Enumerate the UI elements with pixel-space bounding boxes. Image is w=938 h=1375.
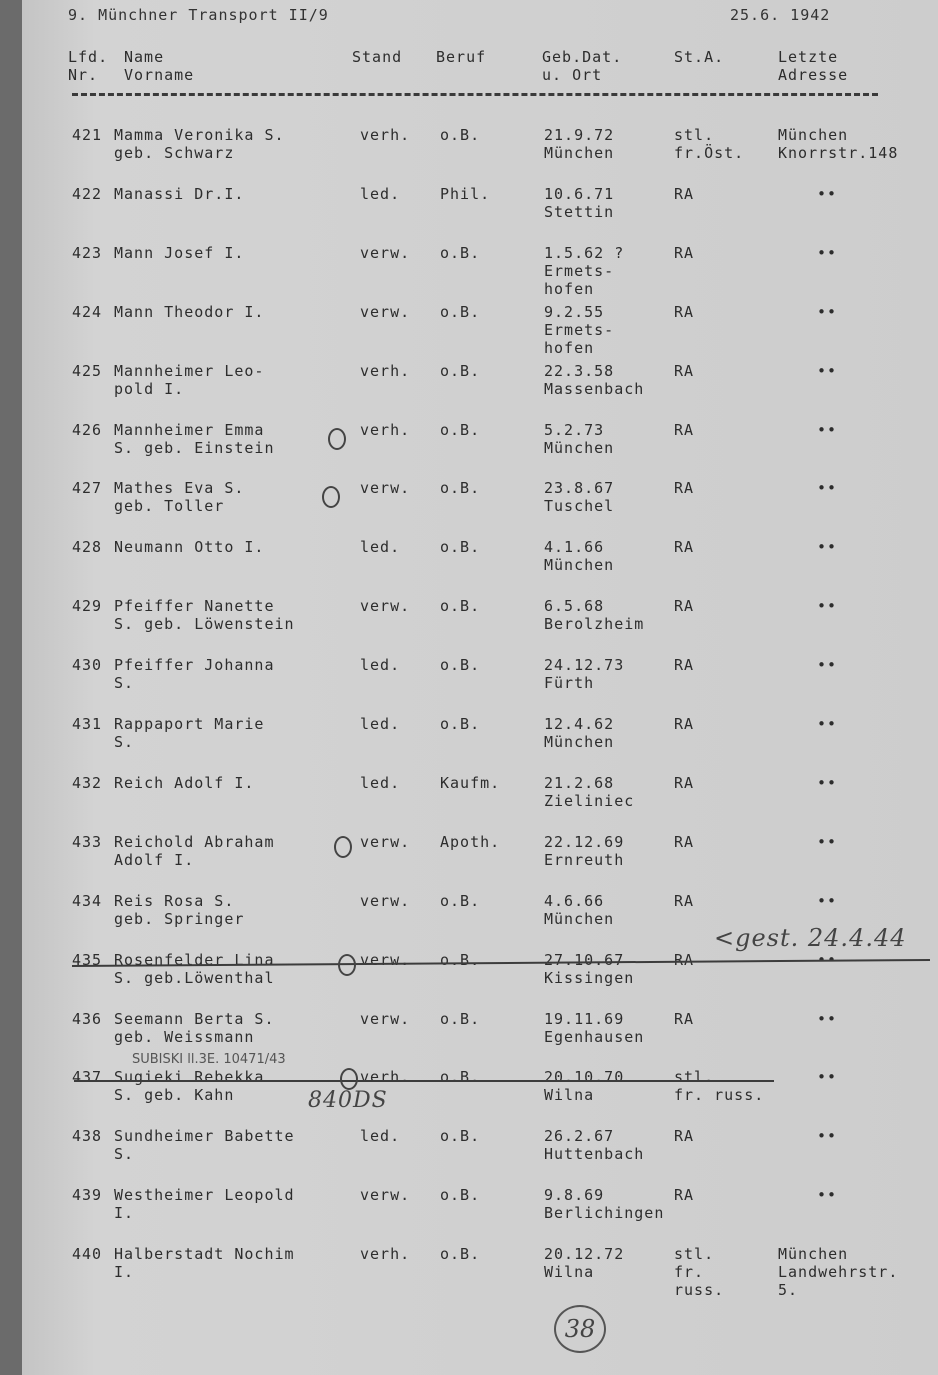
row-beruf: o.B. (440, 715, 481, 733)
row-beruf: o.B. (440, 303, 481, 321)
row-address-ditto: •• (816, 1127, 838, 1145)
row-number: 427 (72, 479, 103, 497)
row-address-ditto: •• (816, 715, 838, 733)
transport-title: 9. Münchner Transport II/9 (68, 6, 329, 24)
row-citizenship: RA (674, 715, 695, 733)
row-citizenship: RA (674, 479, 695, 497)
row-number: 426 (72, 421, 103, 439)
row-stand: verh. (360, 1245, 411, 1263)
table-row (22, 421, 938, 481)
row-birth: 5.2.73 München (544, 421, 615, 457)
table-row (22, 774, 938, 834)
row-birth: 24.12.73 Fürth (544, 656, 625, 692)
table-row (22, 303, 938, 363)
row-beruf: o.B. (440, 656, 481, 674)
table-row (22, 1068, 938, 1128)
row-number: 434 (72, 892, 103, 910)
row-beruf: Phil. (440, 185, 491, 203)
handwritten-circle-437 (340, 1068, 358, 1090)
row-stand: led. (360, 538, 401, 556)
row-address-ditto: •• (816, 479, 838, 497)
row-birth: 4.6.66 München (544, 892, 615, 928)
row-citizenship: RA (674, 1010, 695, 1028)
row-birth: 9.8.69 Berlichingen (544, 1186, 665, 1222)
row-beruf: o.B. (440, 479, 481, 497)
col-header-geb: Geb.Dat. u. Ort (542, 48, 623, 84)
col-header-sta: St.A. (674, 48, 725, 66)
table-row (22, 362, 938, 422)
row-address-ditto: •• (816, 774, 838, 792)
row-address-ditto: •• (816, 1186, 838, 1204)
row-birth: 1.5.62 ? Ermets- hofen (544, 244, 625, 298)
row-name: Reich Adolf I. (114, 774, 255, 792)
row-address-ditto: •• (816, 244, 838, 262)
row-stand: verw. (360, 479, 411, 497)
row-stand: verh. (360, 421, 411, 439)
row-beruf: Apoth. (440, 833, 501, 851)
row-number: 439 (72, 1186, 103, 1204)
row-stand: verw. (360, 1010, 411, 1028)
row-name: Reis Rosa S. geb. Springer (114, 892, 245, 928)
row-stand: verw. (360, 303, 411, 321)
row-birth: 12.4.62 München (544, 715, 615, 751)
row-citizenship: RA (674, 833, 695, 851)
row-number: 438 (72, 1127, 103, 1145)
row-stand: verw. (360, 833, 411, 851)
table-row (22, 1245, 938, 1305)
row-citizenship: RA (674, 1186, 695, 1204)
annotation-gest: <gest. 24.4.44 (714, 924, 907, 952)
row-number: 428 (72, 538, 103, 556)
row-name: Westheimer Leopold I. (114, 1186, 295, 1222)
row-citizenship: RA (674, 951, 695, 969)
row-number: 436 (72, 1010, 103, 1028)
col-header-lfd: Lfd. Nr. (68, 48, 109, 84)
page-number: 38 (554, 1305, 606, 1353)
row-address-ditto: •• (816, 538, 838, 556)
row-citizenship: RA (674, 362, 695, 380)
col-header-stand: Stand (352, 48, 403, 66)
row-name: Rappaport Marie S. (114, 715, 265, 751)
row-address-ditto: •• (816, 362, 838, 380)
row-beruf: o.B. (440, 126, 481, 144)
row-citizenship: RA (674, 244, 695, 262)
row-stand: verw. (360, 1186, 411, 1204)
row-name: Neumann Otto I. (114, 538, 265, 556)
col-header-name: Name Vorname (124, 48, 195, 84)
row-stand: led. (360, 774, 401, 792)
row-citizenship: stl. fr. russ. (674, 1245, 725, 1299)
row-number: 421 (72, 126, 103, 144)
row-name: Mannheimer Leo- pold I. (114, 362, 265, 398)
row-beruf: o.B. (440, 1010, 481, 1028)
row-address: München Landwehrstr. 5. (778, 1245, 899, 1299)
table-row (22, 479, 938, 539)
row-citizenship: RA (674, 538, 695, 556)
page-edge (0, 0, 22, 1375)
row-stand: verw. (360, 951, 411, 969)
strike-line-437 (74, 1080, 774, 1082)
row-stand: verw. (360, 892, 411, 910)
row-stand: verh. (360, 126, 411, 144)
table-row (22, 597, 938, 657)
table-row (22, 538, 938, 598)
row-citizenship: stl. fr. russ. (674, 1068, 765, 1104)
row-birth: 10.6.71 Stettin (544, 185, 615, 221)
table-row (22, 1127, 938, 1187)
row-number: 425 (72, 362, 103, 380)
row-address-ditto: •• (816, 833, 838, 851)
row-stand: led. (360, 656, 401, 674)
row-stand: led. (360, 715, 401, 733)
row-name: Manassi Dr.I. (114, 185, 245, 203)
row-address: München Knorrstr.148 (778, 126, 899, 162)
row-beruf: o.B. (440, 951, 481, 969)
row-stand: led. (360, 1127, 401, 1145)
row-beruf: o.B. (440, 244, 481, 262)
table-row (22, 185, 938, 245)
row-citizenship: RA (674, 656, 695, 674)
row-name: Pfeiffer Johanna S. (114, 656, 275, 692)
row-number: 424 (72, 303, 103, 321)
row-name: Halberstadt Nochim I. (114, 1245, 295, 1281)
row-number: 422 (72, 185, 103, 203)
row-number: 433 (72, 833, 103, 851)
row-beruf: o.B. (440, 1186, 481, 1204)
row-citizenship: RA (674, 892, 695, 910)
row-birth: 9.2.55 Ermets- hofen (544, 303, 615, 357)
row-number: 431 (72, 715, 103, 733)
row-name: Mamma Veronika S. geb. Schwarz (114, 126, 285, 162)
row-name: Reichold Abraham Adolf I. (114, 833, 275, 869)
handwritten-circle-433 (334, 836, 352, 858)
row-address-ditto: •• (816, 421, 838, 439)
row-stand: led. (360, 185, 401, 203)
handwritten-circle-427 (322, 486, 340, 508)
row-citizenship: RA (674, 185, 695, 203)
row-beruf: o.B. (440, 362, 481, 380)
row-name: Rosenfelder Lina S. geb.Löwenthal (114, 951, 275, 987)
row-name: Mann Josef I. (114, 244, 245, 262)
row-address-ditto: •• (816, 656, 838, 674)
row-address-ditto: •• (816, 303, 838, 321)
row-name: Pfeiffer Nanette S. geb. Löwenstein (114, 597, 295, 633)
row-birth: 20.10.70 Wilna (544, 1068, 625, 1104)
row-citizenship: RA (674, 1127, 695, 1145)
col-header-adresse: Letzte Adresse (778, 48, 849, 84)
row-address-ditto: •• (816, 892, 838, 910)
row-name: Mann Theodor I. (114, 303, 265, 321)
row-address-ditto: •• (816, 1010, 838, 1028)
row-beruf: o.B. (440, 1245, 481, 1263)
transport-date: 25.6. 1942 (730, 6, 831, 24)
row-number: 437 (72, 1068, 103, 1086)
row-birth: 23.8.67 Tuschel (544, 479, 615, 515)
row-name: Sugieki Rebekka S. geb. Kahn (114, 1068, 265, 1104)
row-citizenship: RA (674, 303, 695, 321)
row-beruf: o.B. (440, 1127, 481, 1145)
row-birth: 22.3.58 Massenbach (544, 362, 645, 398)
annotation-subiski: SUBISKI ll.3E. 10471/43 (132, 1052, 286, 1067)
row-citizenship: stl. fr.Öst. (674, 126, 745, 162)
handwritten-circle-426 (328, 428, 346, 450)
row-citizenship: RA (674, 421, 695, 439)
row-birth: 6.5.68 Berolzheim (544, 597, 645, 633)
row-stand: verw. (360, 597, 411, 615)
row-birth: 19.11.69 Egenhausen (544, 1010, 645, 1046)
row-name: Sundheimer Babette S. (114, 1127, 295, 1163)
annotation-number: 840DS (308, 1088, 388, 1113)
row-birth: 27.10.67 Kissingen (544, 951, 635, 987)
row-address-ditto: •• (816, 951, 838, 969)
row-beruf: Kaufm. (440, 774, 501, 792)
row-stand: verw. (360, 244, 411, 262)
table-row (22, 126, 938, 186)
row-birth: 21.9.72 München (544, 126, 615, 162)
row-birth: 20.12.72 Wilna (544, 1245, 625, 1281)
row-number: 430 (72, 656, 103, 674)
row-beruf: o.B. (440, 421, 481, 439)
row-address-ditto: •• (816, 185, 838, 203)
row-name: Mannheimer Emma S. geb. Einstein (114, 421, 275, 457)
row-address-ditto: •• (816, 1068, 838, 1086)
table-row (22, 715, 938, 775)
row-number: 429 (72, 597, 103, 615)
row-number: 435 (72, 951, 103, 969)
header-rule (72, 93, 878, 96)
row-beruf: o.B. (440, 538, 481, 556)
table-row (22, 244, 938, 304)
row-number: 423 (72, 244, 103, 262)
row-number: 432 (72, 774, 103, 792)
row-name: Seemann Berta S. geb. Weissmann (114, 1010, 275, 1046)
row-beruf: o.B. (440, 892, 481, 910)
row-address-ditto: •• (816, 597, 838, 615)
table-row (22, 656, 938, 716)
row-stand: verh. (360, 362, 411, 380)
row-beruf: o.B. (440, 1068, 481, 1086)
table-row (22, 1186, 938, 1246)
row-birth: 22.12.69 Ernreuth (544, 833, 625, 869)
row-stand: verh. (360, 1068, 411, 1086)
row-citizenship: RA (674, 774, 695, 792)
table-row (22, 833, 938, 893)
row-beruf: o.B. (440, 597, 481, 615)
col-header-beruf: Beruf (436, 48, 487, 66)
row-name: Mathes Eva S. geb. Toller (114, 479, 245, 515)
row-birth: 4.1.66 München (544, 538, 615, 574)
row-citizenship: RA (674, 597, 695, 615)
handwritten-circle-435 (338, 954, 356, 976)
row-birth: 26.2.67 Huttenbach (544, 1127, 645, 1163)
row-birth: 21.2.68 Zieliniec (544, 774, 635, 810)
document-page (22, 0, 938, 1375)
row-number: 440 (72, 1245, 103, 1263)
